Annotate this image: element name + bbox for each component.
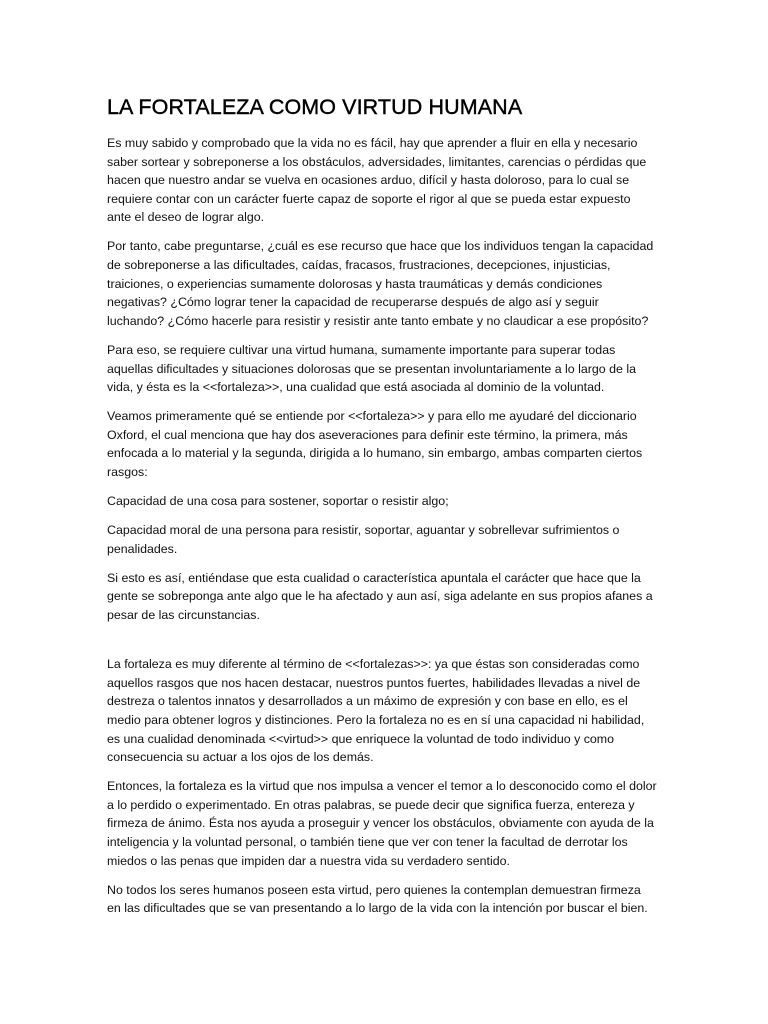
blank-line: [107, 635, 657, 655]
definition-item: Capacidad moral de una persona para resistir, soportar, aguantar y sobrellevar sufrimientos o penalidades.: [107, 523, 620, 556]
paragraph: Es muy sabido y comprobado que la vida no es fácil, hay que aprender a fluir en ella y necesario saber sortear y sobreponerse a los obstáculos, adversidades, limitantes, carencias o pérdidas que hacen que nuestro andar se vuelva en ocasiones arduo, difícil y hasta doloroso, para lo cual se requiere contar con un carácter fuerte capaz de soporte el rigor al que se pueda estar expuesto ante el deseo de lograr algo.: [107, 136, 647, 225]
document-title: LA FORTALEZA COMO VIRTUD HUMANA: [107, 95, 523, 119]
paragraph: Veamos primeramente qué se entiende por <<fortaleza>> y para ello me ayudaré del diccionario Oxford, el cual menciona que hay dos aseveraciones para definir este término, la primera, más enfocada a lo material y la segunda, dirigida a lo humano, sin embargo, ambas comparten ciertos rasgos:: [107, 409, 643, 479]
paragraph: La fortaleza es muy diferente al término de <<fortalezas>>: ya que éstas son consideradas como aquellos rasgos que nos hacen destacar, nuestros puntos fuertes, habilidades llevadas a nivel de destreza o talentos innatos y desarrollados a un máximo de expresión y con base en ello, es el medio para obtener logros y distinciones. Pero la fortaleza no es en sí una capacidad ni habilidad, es una cualidad denominada <<virtud>> que enriquece la voluntad de todo individuo y como consecuencia su actuar a los ojos de los demás.: [107, 657, 645, 765]
paragraph: Para eso, se requiere cultivar una virtud humana, sumamente importante para superar todas aquellas dificultades y situaciones dolorosas que se presentan involuntariamente a lo largo de la vida, y ésta es la <<fortaleza>>, una cualidad que está asociada al dominio de la voluntad.: [107, 342, 636, 395]
document-page: [107, 92, 657, 928]
paragraph: Entonces, la fortaleza es la virtud que nos impulsa a vencer el temor a lo desconocido como el dolor a lo perdido o experimentado. En otras palabras, se puede decir que significa fuerza, entereza y firmeza de ánimo. Ésta nos ayuda a proseguir y vencer los obstáculos, obviamente con ayuda de la inteligencia y la voluntad personal, o también tiene que ver con tener la facultad de derrotar los miedos o las penas que impiden dar a nuestra vida su verdadero sentido.: [107, 779, 657, 868]
paragraph: Si esto es así, entiéndase que esta cualidad o característica apuntala el carácter que hace que la gente se sobreponga ante algo que le ha afectado y aun así, siga adelante en sus propios afanes a pesar de las circunstancias.: [107, 570, 653, 623]
paragraph: Por tanto, cabe preguntarse, ¿cuál es ese recurso que hace que los individuos tengan la capacidad de sobreponerse a las dificultades, caídas, fracasos, frustraciones, decepciones, injusticias, traiciones, o experiencias sumamente dolorosas y hasta traumáticas y demás condiciones negativas? ¿Cómo lograr tener la capacidad de recuperarse después de algo así y seguir luchando? ¿Cómo hacerle para resistir y resistir ante tanto embate y no claudicar a ese propósito?: [107, 239, 654, 328]
definition-item: Capacidad de una cosa para sostener, soportar o resistir algo;: [107, 494, 449, 509]
paragraph: No todos los seres humanos poseen esta virtud, pero quienes la contemplan demuestran firmeza en las dificultades que se van presentando a lo largo de la vida con la intención por buscar el bien.: [107, 882, 648, 916]
